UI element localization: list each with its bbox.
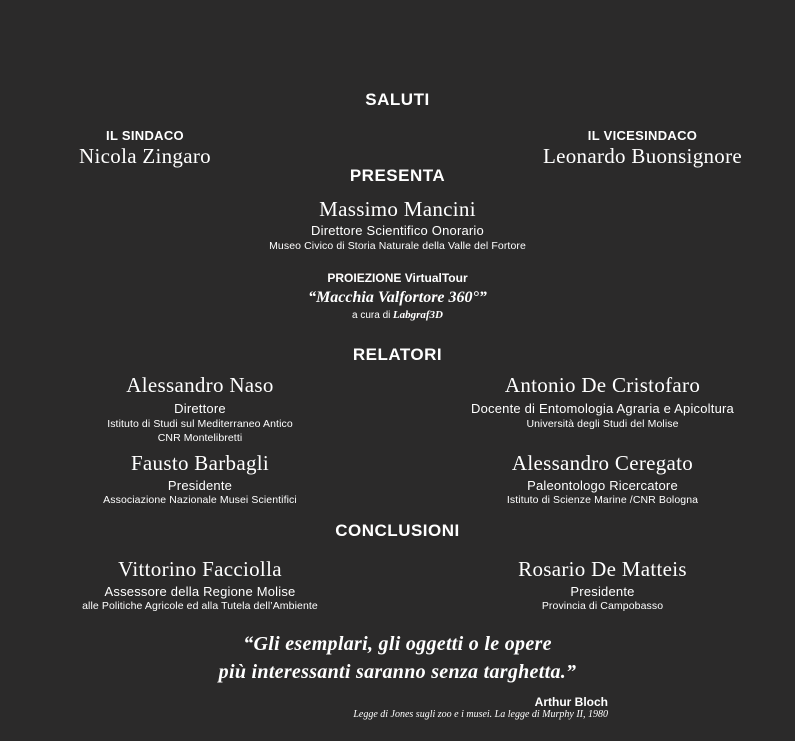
presenter-institution: Museo Civico di Storia Naturale della Valle del Fortore — [269, 240, 526, 252]
speaker-institution: Istituto di Scienze Marine /CNR Bologna — [506, 494, 699, 506]
presenta-heading: PRESENTA — [349, 166, 446, 185]
curated-prefix: a cura di — [352, 310, 391, 321]
projection-label: PROIEZIONE VirtualTour — [327, 271, 468, 285]
speaker-institution: Associazione Nazionale Musei Scientifici — [103, 494, 297, 506]
quote-line-1: “Gli esemplari, gli oggetti o le opere — [243, 633, 552, 655]
quote-source: Legge di Jones sugli zoo e i musei. La legge di Murphy II, 1980 — [353, 709, 608, 720]
speaker-institution: Istituto di Studi sul Mediterraneo Antico — [107, 418, 293, 430]
conclusion-speaker-name: Vittorino Facciolla — [118, 557, 282, 581]
vicesindaco-name: Leonardo Buonsignore — [542, 144, 743, 168]
quote-author: Arthur Bloch — [534, 695, 608, 709]
speaker-name: Alessandro Ceregato — [511, 451, 694, 475]
presenter-role: Direttore Scientifico Onorario — [311, 223, 484, 238]
speaker-institution: CNR Montelibretti — [157, 432, 243, 444]
curated-line — [0, 309, 795, 321]
curated-by: Labgraf3D — [392, 309, 443, 321]
sindaco-role: IL SINDACO — [106, 128, 184, 143]
relatori-heading: RELATORI — [352, 345, 443, 364]
conclusion-speaker-role: Presidente — [570, 584, 635, 599]
sindaco-name: Nicola Zingaro — [79, 144, 211, 168]
speaker-name: Fausto Barbagli — [130, 451, 270, 475]
conclusion-speaker-role: Assessore della Regione Molise — [104, 584, 296, 599]
speaker-name: Antonio De Cristofaro — [504, 373, 701, 397]
quote-line-2: più interessanti saranno senza targhetta.” — [218, 661, 577, 683]
speaker-institution: Università degli Studi del Molise — [526, 418, 679, 430]
presenter-name: Massimo Mancini — [319, 197, 476, 221]
conclusion-speaker-institution: alle Politiche Agricole ed alla Tutela dell’Ambiente — [82, 600, 318, 612]
vicesindaco-role: IL VICESINDACO — [587, 128, 698, 143]
speaker-role: Docente di Entomologia Agraria e Apicoltura — [471, 401, 734, 416]
speaker-role: Paleontologo Ricercatore — [527, 478, 678, 493]
conclusioni-heading: CONCLUSIONI — [335, 521, 460, 540]
conclusion-speaker-institution: Provincia di Campobasso — [541, 600, 664, 612]
saluti-heading: SALUTI — [365, 90, 430, 109]
conclusion-speaker-name: Rosario De Matteis — [518, 557, 687, 581]
speaker-name: Alessandro Naso — [126, 373, 274, 397]
projection-title: “Macchia Valfortore 360°” — [308, 289, 487, 306]
speaker-role: Presidente — [167, 478, 233, 493]
speaker-role: Direttore — [174, 401, 226, 416]
